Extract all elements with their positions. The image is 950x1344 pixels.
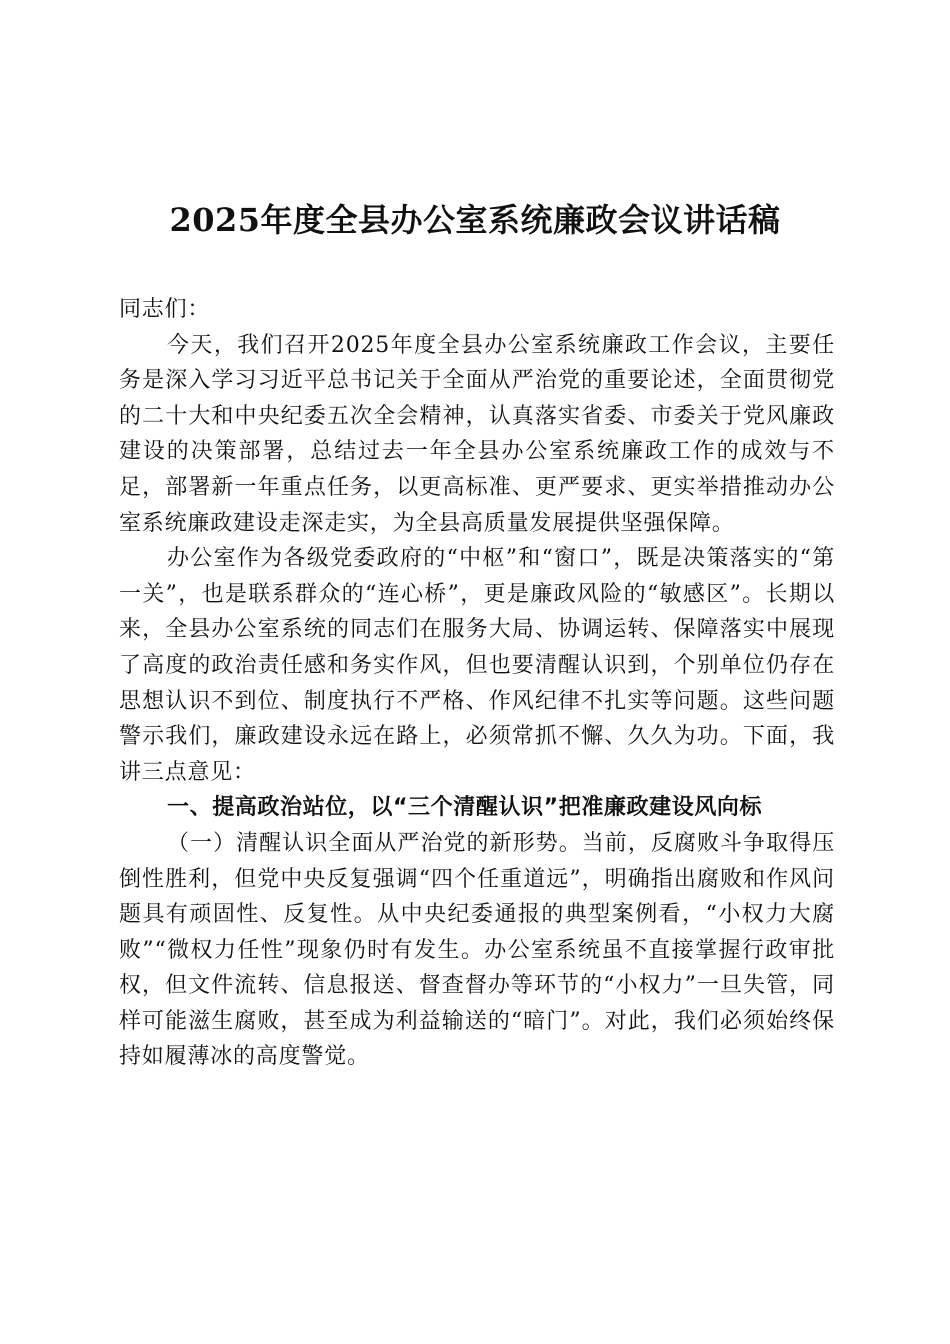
document-title: 2025年度全县办公室系统廉政会议讲话稿 [169, 201, 781, 239]
document-body [119, 292, 835, 1075]
paragraph-opening: 今天，我们召开2025年度全县办公室系统廉政工作会议，主要任务是深入学习习近平总书记关于全面从严治党的重要论述，全面贯彻党的二十大和中央纪委五次全会精神，认真落实省委、市委关于党风廉政建设的决策部署，总结过去一年全县办公室系统廉政工作的成效与不足，部署新一年重点任务，以更高标准、更严要求、更实举措推动办公室系统廉政建设走深走实，为全县高质量发展提供坚强保障。 [119, 332, 835, 536]
subsection-1-lead: （一）清醒认识全面从严治党的新形势。 [167, 830, 582, 856]
salutation: 同志们： [119, 297, 211, 322]
paragraph-context: 办公室作为各级党委政府的“中枢”和“窗口”，既是决策落实的“第一关”，也是联系群众的“连心桥”，更是廉政风险的“敏感区”。长期以来，全县办公室系统的同志们在服务大局、协调运转、保障落实中展现了高度的政治责任感和务实作风，但也要清醒认识到，个别单位仍存在思想认识不到位、制度执行不严格、作风纪律不扎实等问题。这些问题警示我们，廉政建设永远在路上，必须常抓不懈、久久为功。下面，我讲三点意见： [119, 546, 835, 785]
section-heading-1: 一、提高政治站位，以“三个清醒认识”把准廉政建设风向标 [167, 795, 763, 821]
subsection-1-text: 当前，反腐败斗争取得压倒性胜利，但党中央反复强调“四个任重道远”，明确指出腐败和作风问题具有顽固性、反复性。从中央纪委通报的典型案例看，“小权力大腐败”“微权力任性”现象仍时有发生。办公室系统虽不直接掌握行政审批权，但文件流转、信息报送、督查督办等环节的“小权力”一旦失管，同样可能滋生腐败，甚至成为利益输送的“暗门”。对此，我们必须始终保持如履薄冰的高度警觉。 [119, 830, 835, 1070]
subsection-1 [119, 826, 835, 1075]
